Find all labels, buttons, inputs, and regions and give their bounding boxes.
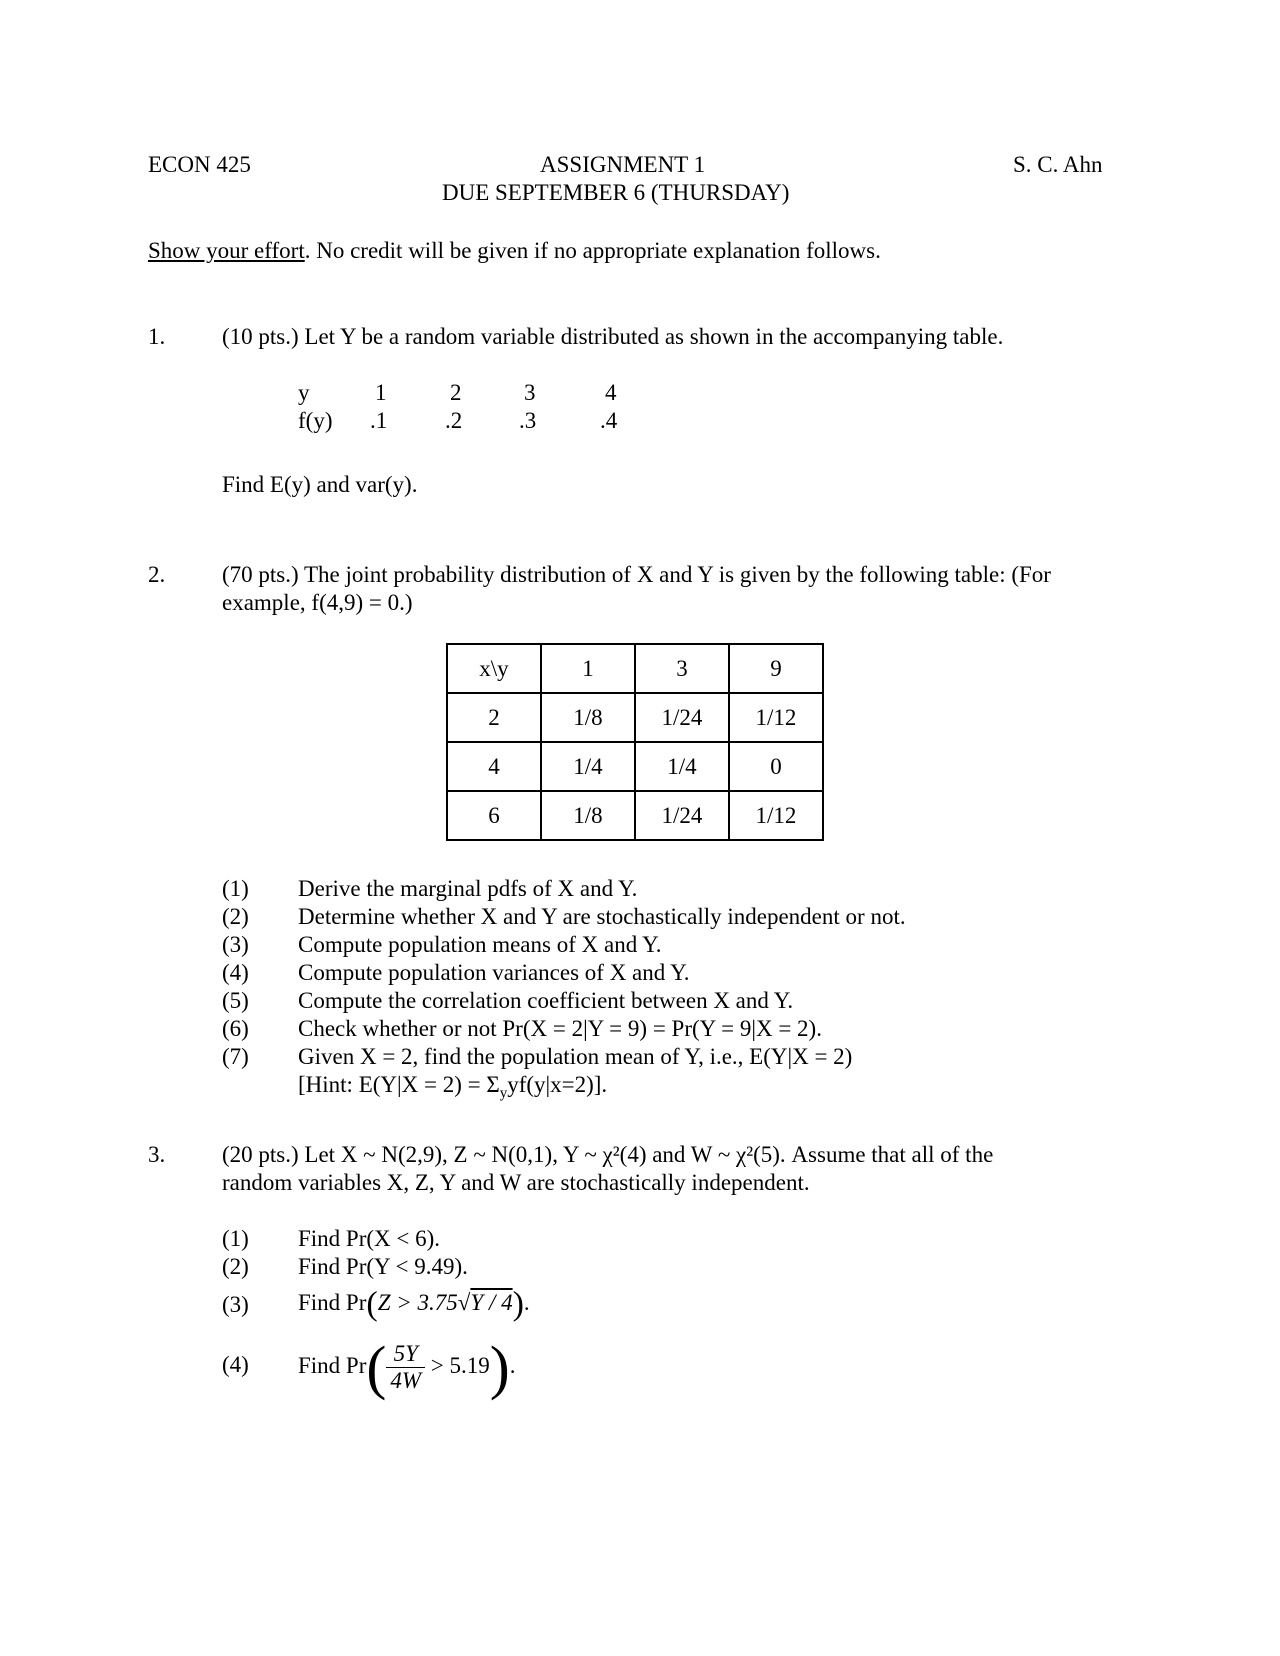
q3-item4-formula: Find Pr( $\frac{5Y}{4W}$ > 5.19). [298,1334,516,1401]
q1-f-value: .3 [519,408,537,433]
table-col-header: 9 [729,644,823,693]
subquestion-text: Compute population means of X and Y. [298,932,662,957]
table-cell: 1/4 [635,742,729,791]
table-row-header: 6 [447,791,541,840]
table-cell: 1/4 [541,742,635,791]
joint-probability-table [446,643,824,841]
table-cell: 1/24 [635,791,729,840]
q2-number: 2. [148,562,166,587]
subquestion-text: Compute population variances of X and Y. [298,960,690,985]
q1-f-value: .1 [370,408,388,433]
table-row [447,791,823,840]
q3-item3-formula: Find Pr(Z > 3.75√Y / 4). [298,1285,530,1323]
table-row [447,742,823,791]
fraction: $\frac{5Y}{4W}$ [386,1341,425,1394]
q1-number: 1. [148,324,166,349]
q1-task: Find E(y) and var(y). [222,472,418,497]
table-cell: 1/8 [541,693,635,742]
subquestion-text: Compute the correlation coefficient between X and Y. [298,988,794,1013]
subquestion-text: Derive the marginal pdfs of X and Y. [298,876,638,901]
subquestion-hint: [Hint: $E(Y|X = 2) = \Sigma_yyf(y|x=2)$]. [298,1072,608,1102]
q1-f-value: .4 [600,408,618,433]
table-row [447,693,823,742]
q3-text-line2: random variables X, Z, Y and W are stochastically independent. [222,1170,810,1195]
table-cell: 0 [729,742,823,791]
table-cell: 1/24 [635,693,729,742]
subquestion-text: Determine whether X and Y are stochastically independent or not. [298,904,906,929]
subquestion-number: (5) [222,988,249,1013]
table-header-row [447,644,823,693]
instructions-text: . No credit will be given if no appropriate explanation follows. [304,238,881,263]
q1-y-value: 1 [375,380,387,405]
table-col-header: 3 [635,644,729,693]
subquestion-number: (1) [222,1226,249,1251]
subquestion-number: (7) [222,1044,249,1069]
due-date: DUE SEPTEMBER 6 (THURSDAY) [442,180,790,205]
subquestion-number: (4) [222,960,249,985]
q3-number: 3. [148,1142,166,1167]
subquestion-number: (2) [222,1254,249,1279]
subquestion-number: (3) [222,932,249,957]
subquestion-number: (2) [222,904,249,929]
table-corner-cell: x\y [447,644,541,693]
table-cell: 1/12 [729,791,823,840]
q1-y-value: 4 [605,380,617,405]
subquestion-number: (4) [222,1352,249,1377]
subquestion-number: (6) [222,1016,249,1041]
table-cell: 1/8 [541,791,635,840]
course-code: ECON 425 [148,152,251,177]
subquestion-text: Check whether or not Pr(X = 2|Y = 9) = Pr(Y = 9|X = 2). [298,1016,822,1041]
q3-text-line1: (20 pts.) Let X ~ N(2,9), Z ~ N(0,1), Y ~ χ²(4) and W ~ χ²(5). Assume that all of the [222,1142,994,1167]
q1-y-value: 2 [450,380,462,405]
table-row-header: 4 [447,742,541,791]
subquestion-text: Find Pr(X < 6). [298,1226,441,1251]
subquestion-number: (3) [222,1292,249,1317]
table-row-header: 2 [447,693,541,742]
q2-text-line1: (70 pts.) The joint probability distribution of X and Y is given by the following table: (For [222,562,1051,587]
subquestion-text: Find Pr(Y < 9.49). [298,1254,468,1279]
q1-f-label: f(y) [298,408,333,433]
q2-text-line2: example, f(4,9) = 0.) [222,590,413,615]
q1-f-value: .2 [445,408,463,433]
subquestion-number: (1) [222,876,249,901]
q1-y-label: y [298,380,310,405]
subquestion-text: Given X = 2, find the population mean of Y, i.e., E(Y|X = 2) [298,1044,853,1069]
table-col-header: 1 [541,644,635,693]
q1-y-value: 3 [524,380,536,405]
table-cell: 1/12 [729,693,823,742]
q1-text: (10 pts.) Let Y be a random variable distributed as shown in the accompanying table. [222,324,1004,349]
instructions-emphasis: Show your effort [148,238,305,263]
instructions [148,236,881,265]
assignment-title: ASSIGNMENT 1 [540,152,706,177]
instructor-name: S. C. Ahn [1013,152,1103,177]
